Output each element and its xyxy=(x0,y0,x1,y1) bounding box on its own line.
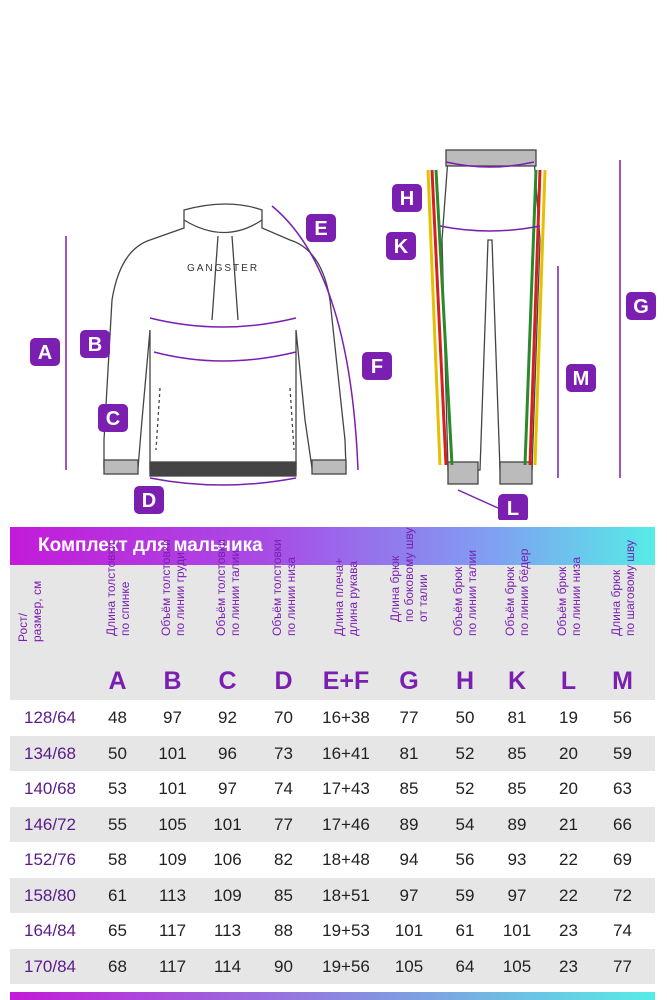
label-B xyxy=(80,330,110,358)
header-desc: Объём толстовки по линии груди xyxy=(158,539,187,636)
header-col-B xyxy=(145,539,200,700)
value-cell: 105 xyxy=(502,956,532,976)
size-cell: 134/68 xyxy=(24,743,76,763)
table-row xyxy=(10,949,655,985)
table-row xyxy=(10,913,655,949)
value-cell: 54 xyxy=(455,814,475,834)
value-cell: 52 xyxy=(455,743,475,763)
value-cell: 74 xyxy=(613,921,632,940)
svg-text:A: A xyxy=(37,342,53,364)
header-letter: G xyxy=(399,667,419,695)
table-row xyxy=(10,878,655,914)
svg-text:C: C xyxy=(105,408,121,430)
header-col-D xyxy=(255,539,312,700)
table-title: Комплект для мальчика xyxy=(38,535,263,556)
svg-text:K: K xyxy=(393,236,409,258)
value-cell: 61 xyxy=(455,921,475,940)
svg-text:L: L xyxy=(506,498,520,520)
value-cell: 101 xyxy=(502,921,532,940)
header-letter: M xyxy=(612,667,633,695)
value-cell: 56 xyxy=(613,708,632,727)
value-cell: 50 xyxy=(108,743,127,763)
label-C xyxy=(98,404,128,432)
table-row xyxy=(10,700,655,736)
value-cell: 18+48 xyxy=(322,850,370,869)
value-cell: 89 xyxy=(507,814,527,834)
header-letter: B xyxy=(163,667,182,695)
table-row xyxy=(10,807,655,843)
value-cell: 94 xyxy=(399,850,419,869)
header-col-L xyxy=(542,556,595,700)
size-cell: 152/76 xyxy=(24,850,76,869)
label-E xyxy=(306,214,336,242)
value-cell: 88 xyxy=(274,921,293,940)
size-cell: 140/68 xyxy=(24,779,76,798)
value-cell: 72 xyxy=(613,885,632,905)
header-col-E-F xyxy=(312,557,380,700)
label-M xyxy=(566,364,596,392)
label-L xyxy=(498,494,528,520)
header-desc: Длина толстовки по спинке xyxy=(103,542,132,636)
header-col-M xyxy=(595,540,650,700)
value-cell: 22 xyxy=(559,850,578,869)
value-cell: 101 xyxy=(158,779,187,798)
value-cell: 97 xyxy=(507,885,527,905)
value-cell: 101 xyxy=(158,743,187,763)
value-cell: 66 xyxy=(613,814,632,834)
value-cell: 23 xyxy=(559,921,578,940)
value-cell: 23 xyxy=(559,956,578,976)
value-cell: 93 xyxy=(507,850,527,869)
value-cell: 20 xyxy=(559,779,578,798)
value-cell: 97 xyxy=(163,708,182,727)
value-cell: 16+38 xyxy=(322,708,370,727)
size-cell: 128/64 xyxy=(24,708,76,727)
value-cell: 50 xyxy=(455,708,475,727)
value-cell: 70 xyxy=(274,708,293,727)
value-cell: 105 xyxy=(394,956,424,976)
value-cell: 19+56 xyxy=(322,956,370,976)
value-cell: 85 xyxy=(507,779,527,798)
header-col-K xyxy=(492,548,542,700)
value-cell: 21 xyxy=(559,814,578,834)
header-col-H xyxy=(438,549,492,700)
value-cell: 105 xyxy=(158,814,187,834)
value-cell: 85 xyxy=(399,779,419,798)
value-cell: 19+53 xyxy=(322,921,370,940)
pants-drawing xyxy=(428,150,545,484)
value-cell: 17+43 xyxy=(322,779,370,798)
bottom-decor-bar xyxy=(10,992,655,1000)
table-row xyxy=(10,736,655,772)
header-letter: L xyxy=(560,667,577,695)
table-row xyxy=(10,771,655,807)
header-col-C xyxy=(200,539,255,700)
header-size xyxy=(10,565,90,700)
value-cell: 65 xyxy=(108,921,127,940)
svg-text:D: D xyxy=(141,490,157,512)
value-cell: 85 xyxy=(507,743,527,763)
value-cell: 16+41 xyxy=(322,743,370,763)
svg-text:B: B xyxy=(87,334,103,356)
value-cell: 68 xyxy=(108,956,127,976)
hoodie-drawing xyxy=(104,204,346,476)
value-cell: 114 xyxy=(213,956,242,976)
value-cell: 48 xyxy=(108,708,127,727)
header-letter: C xyxy=(218,667,237,695)
value-cell: 63 xyxy=(613,779,632,798)
value-cell: 96 xyxy=(218,743,237,763)
value-cell: 101 xyxy=(394,921,424,940)
value-cell: 109 xyxy=(213,885,242,905)
header-letter: K xyxy=(507,667,527,695)
value-cell: 77 xyxy=(399,708,419,727)
value-cell: 18+51 xyxy=(322,885,370,905)
value-cell: 90 xyxy=(274,956,293,976)
value-cell: 85 xyxy=(274,885,293,905)
value-cell: 64 xyxy=(455,956,475,976)
value-cell: 53 xyxy=(108,779,127,798)
header-desc: Длина брюк по боковому шву от талии xyxy=(388,527,430,622)
header-col-G xyxy=(380,527,438,700)
hoodie-print-text: GANGSTER xyxy=(186,263,260,274)
value-cell: 61 xyxy=(108,885,127,905)
size-cell: 164/84 xyxy=(24,921,76,940)
header-letter: A xyxy=(108,667,127,695)
value-cell: 56 xyxy=(455,850,475,869)
value-cell: 77 xyxy=(274,814,293,834)
header-desc: Объём брюк по линии талии xyxy=(451,549,479,636)
header-desc: Длина плеча+ длина рукава xyxy=(332,557,360,636)
value-cell: 73 xyxy=(274,743,293,763)
value-cell: 97 xyxy=(218,779,237,798)
header-desc: Объём брюк по линии низа xyxy=(554,556,583,636)
label-G xyxy=(626,292,656,320)
value-cell: 20 xyxy=(559,743,578,763)
value-cell: 59 xyxy=(613,743,632,763)
value-cell: 89 xyxy=(399,814,419,834)
value-cell: 77 xyxy=(613,956,632,976)
label-F xyxy=(362,352,392,380)
svg-text:H: H xyxy=(399,188,415,210)
value-cell: 82 xyxy=(274,850,293,869)
header-desc: Объём толстовки по линии талии xyxy=(213,539,242,636)
value-cell: 81 xyxy=(507,708,527,727)
header-letter: E+F xyxy=(322,667,370,695)
value-cell: 17+46 xyxy=(322,814,370,834)
svg-text:E: E xyxy=(314,218,328,240)
value-cell: 109 xyxy=(158,850,187,869)
value-cell: 58 xyxy=(108,850,127,869)
header-letter: D xyxy=(274,667,293,695)
value-cell: 74 xyxy=(274,779,293,798)
label-H xyxy=(392,184,422,212)
label-K xyxy=(386,232,416,260)
value-cell: 117 xyxy=(158,921,187,940)
svg-text:M: M xyxy=(572,368,590,390)
value-cell: 19 xyxy=(559,708,578,727)
value-cell: 92 xyxy=(218,708,237,727)
value-cell: 69 xyxy=(613,850,632,869)
svg-text:F: F xyxy=(370,356,384,378)
value-cell: 55 xyxy=(108,814,127,834)
label-D xyxy=(134,486,164,514)
value-cell: 59 xyxy=(455,885,475,905)
value-cell: 117 xyxy=(158,956,187,976)
header-desc: Объём толстовки по линии низа xyxy=(269,539,298,636)
svg-text:G: G xyxy=(633,296,649,318)
value-cell: 113 xyxy=(158,885,187,905)
header-desc: Объём брюк по линии бёдер xyxy=(503,548,531,636)
size-cell: 170/84 xyxy=(24,956,76,976)
size-cell: 146/72 xyxy=(24,814,76,834)
header-col-A xyxy=(90,542,145,700)
value-cell: 113 xyxy=(213,921,242,940)
value-cell: 106 xyxy=(213,850,242,869)
label-A xyxy=(30,338,60,366)
table-row xyxy=(10,842,655,878)
table-body xyxy=(10,700,655,984)
value-cell: 101 xyxy=(213,814,242,834)
header-size-label: Рост/ размер, см xyxy=(16,580,44,642)
value-cell: 97 xyxy=(399,885,419,905)
size-cell: 158/80 xyxy=(24,885,76,905)
header-letter: H xyxy=(455,667,475,695)
value-cell: 52 xyxy=(455,779,475,798)
value-cell: 81 xyxy=(399,743,419,763)
value-cell: 22 xyxy=(559,885,578,905)
header-desc: Длина брюк по шаговому шву xyxy=(608,540,637,636)
